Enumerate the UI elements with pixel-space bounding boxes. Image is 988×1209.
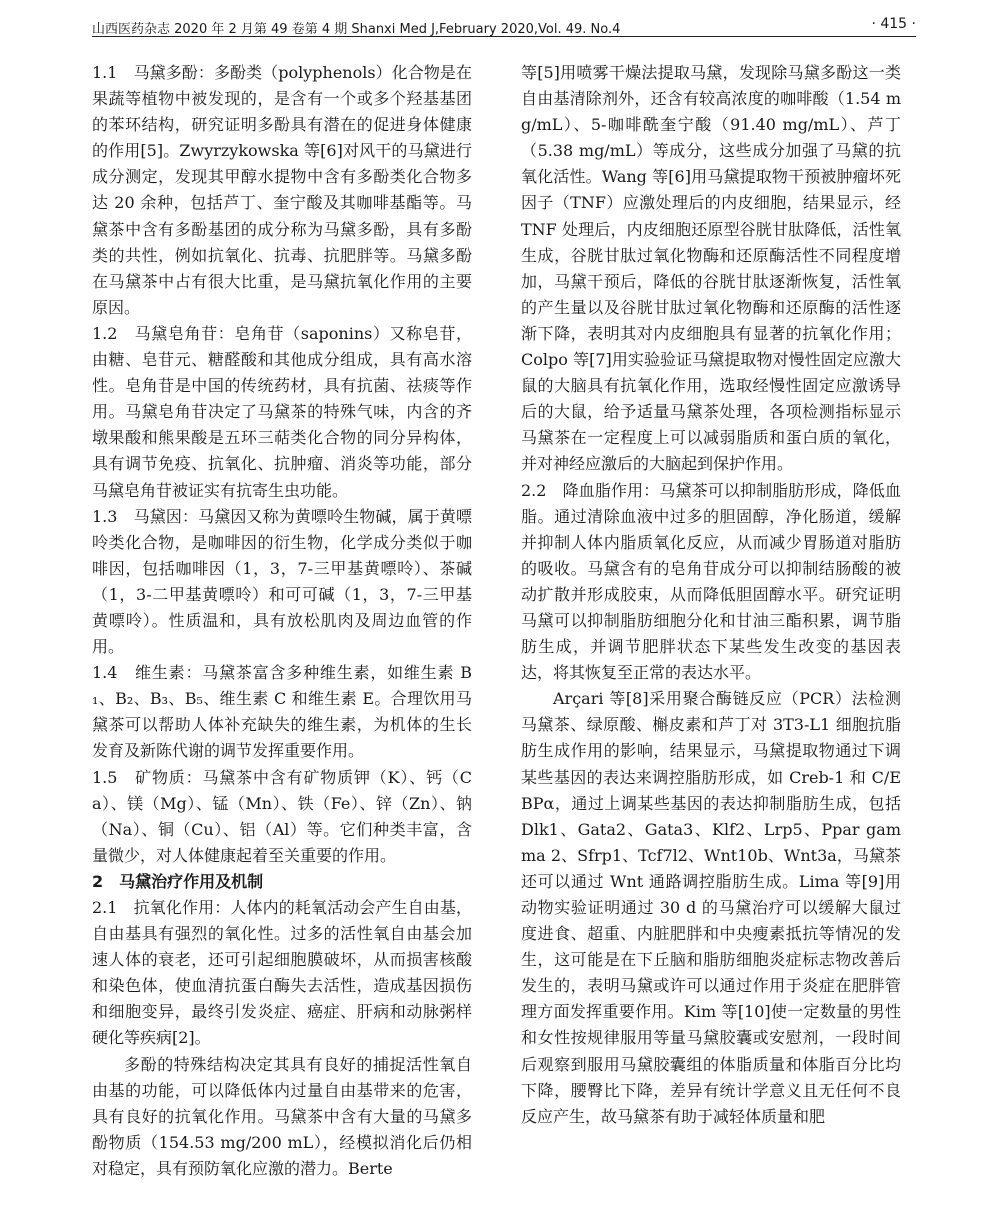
header-rule xyxy=(92,36,916,37)
section-1-4-vitamins: 1.4 维生素：马黛茶富含多种维生素，如维生素 B₁、B₂、B₃、B₅、维生素 C 和维生素 E。合理饮用马黛茶可以帮助人体补充缺失的维生素，为机体的生长发育及新陈代谢的调节发挥重要作用。 xyxy=(92,663,472,761)
section-1-3-mateine: 1.3 马黛因：马黛因又称为黄嘌呤生物碱，属于黄嘌呤类化合物，是咖啡因的衍生物，化学成分类似于咖啡因，包括咖啡因（1，3，7-三甲基黄嘌呤）、茶碱（1，3-二甲基黄嘌呤）和可可碱（1，3，7-三甲基黄嘌呤）。性质温和，具有放松肌肉及周边血管的作用。 xyxy=(92,506,472,657)
section-2-1-antioxidant: 2.1 抗氧化作用：人体内的耗氧活动会产生自由基，自由基具有强烈的氧化性。过多的活性氧自由基会加速人体的衰老，还可引起细胞膜破坏，从而损害核酸和染色体，使血清抗蛋白酶失去活性，造成基因损伤和细胞变异，最终引发炎症、癌症、肝病和动脉粥样硬化等疾病[2]。 xyxy=(92,898,472,1048)
section-2-2-lipid-lowering: 2.2 降血脂作用：马黛茶可以抑制脂肪形成，降低血脂。通过清除血液中过多的胆固醇，净化肠道，缓解并抑制人体内脂质氧化反应，从而减少胃肠道对脂肪的吸收。马黛含有的皂角苷成分可以抑制结肠酸的被动扩散并形成胶束，从而降低胆固醇水平。研究证明马黛可以抑制脂肪细胞分化和甘油三酯积累，调节脂肪生成，并调节肥胖状态下某些发生改变的基因表达，将其恢复至正常的表达水平。 xyxy=(521,480,901,683)
running-header xyxy=(92,14,916,38)
paragraph-adipogenesis-studies: Arçari 等[8]采用聚合酶链反应（PCR）法检测马黛茶、绿原酸、槲皮素和芦丁对 3T3-L1 细胞抗脂肪生成作用的影响，结果显示，马黛提取物通过下调某些基因的表达来调控脂肪形成，如 Creb-1 和 C/EBPα，通过上调某些基因的表达抑制脂肪生成，包括 Dlk1、Gata2、Gata3、Klf2、Lrp5、Ppar gamma 2、Sfrp1、Tcf7l2、Wnt10b、Wnt3a，马黛茶还可以通过 Wnt 通路调控脂肪生成。Lima 等[9]用动物实验证明通过 30 d 的马黛治疗可以缓解大鼠过度进食、超重、内脏肥胖和中央瘦素抵抗等情况的发生，这可能是在下丘脑和脂肪细胞炎症标志物改善后发生的，表明马黛或许可以通过作用于炎症在肥胖管理方面发挥重要作用。Kim 等[10]使一定数量的男性和女性按规律服用等量马黛胶囊或安慰剂，一段时间后观察到服用马黛胶囊组的体脂质量和体脂百分比均下降，腰臀比下降，差异有统计学意义且无任何不良反应产生，故马黛茶有助于减轻体质量和肥 xyxy=(521,689,901,1126)
section-1-2-saponins: 1.2 马黛皂角苷：皂角苷（saponins）又称皂苷，由糖、皂苷元、糖醛酸和其他成分组成，具有高水溶性。皂角苷是中国的传统药材，具有抗菌、祛痰等作用。马黛皂角苷决定了马黛茶的特殊气味，内含的齐墩果酸和熊果酸是五环三萜类化合物的同分异构体，具有调节免疫、抗氧化、抗肿瘤、消炎等功能，部分马黛皂角苷被证实有抗寄生虫功能。 xyxy=(92,323,472,500)
left-column xyxy=(92,60,472,1182)
paragraph-antioxidant-studies: 等[5]用喷雾干燥法提取马黛，发现除马黛多酚这一类自由基清除剂外，还含有较高浓度的咖啡酸（1.54 mg/mL）、5-咖啡酰奎宁酸（91.40 mg/mL）、芦丁（5.38 mg/mL）等成分，这些成分加强了马黛的抗氧化活性。Wang 等[6]用马黛提取物干预被肿瘤坏死因子（TNF）应激处理后的内皮细胞，结果显示，经 TNF 处理后，内皮细胞还原型谷胱甘肽降低，活性氧生成，谷胱甘肽过氧化物酶和还原酶活性不同程度增加，马黛干预后，降低的谷胱甘肽逐渐恢复，活性氧的产生量以及谷胱甘肽过氧化物酶和还原酶的活性逐渐下降，表明其对内皮细胞具有显著的抗氧化作用；Colpo 等[7]用实验验证马黛提取物对慢性固定应激大鼠的大脑具有抗氧化作用，选取经慢性固定应激诱导后的大鼠，给予适量马黛茶处理，各项检测指标显示马黛茶在一定程度上可以减弱脂质和蛋白质的氧化，并对神经应激后的大脑起到保护作用。 xyxy=(521,63,901,474)
section-2-heading: 2 马黛治疗作用及机制 xyxy=(92,871,264,891)
journal-line: 山西医药杂志 2020 年 2 月第 49 卷第 4 期 Shanxi Med J,February 2020,Vol. 49. No.4 xyxy=(92,22,621,37)
section-1-5-minerals: 1.5 矿物质：马黛茶中含有矿物质钾（K）、钙（Ca）、镁（Mg）、锰（Mn）、铁（Fe）、锌（Zn）、钠（Na）、铜（Cu）、铝（Al）等。它们种类丰富，含量微少，对人体健康起着至关重要的作用。 xyxy=(92,767,472,865)
paragraph-polyphenol-structure: 多酚的特殊结构决定其具有良好的捕捉活性氧自由基的功能，可以降低体内过量自由基带来的危害，具有良好的抗氧化作用。马黛茶中含有大量的马黛多酚物质（154.53 mg/200 mL），经模拟消化后仍相对稳定，具有预防氧化应激的潜力。Berte xyxy=(92,1054,472,1178)
section-1-1-polyphenols: 1.1 马黛多酚：多酚类（polyphenols）化合物是在果蔬等植物中被发现的，是含有一个或多个羟基基团的苯环结构，研究证明多酚具有潜在的促进身体健康的作用[5]。Zwyrzykowska 等[6]对风干的马黛进行成分测定，发现其甲醇水提物中含有多酚类化合物多达 20 余种，包括芦丁、奎宁酸及其咖啡基酯等。马黛茶中含有多酚基团的成分称为马黛多酚，具有多酚类的共性，例如抗氧化、抗毒、抗肥胖等。马黛多酚在马黛茶中占有很大比重，是马黛抗氧化作用的主要原因。 xyxy=(92,63,472,317)
right-column xyxy=(521,60,901,1130)
page-number: · 415 · xyxy=(871,16,916,32)
